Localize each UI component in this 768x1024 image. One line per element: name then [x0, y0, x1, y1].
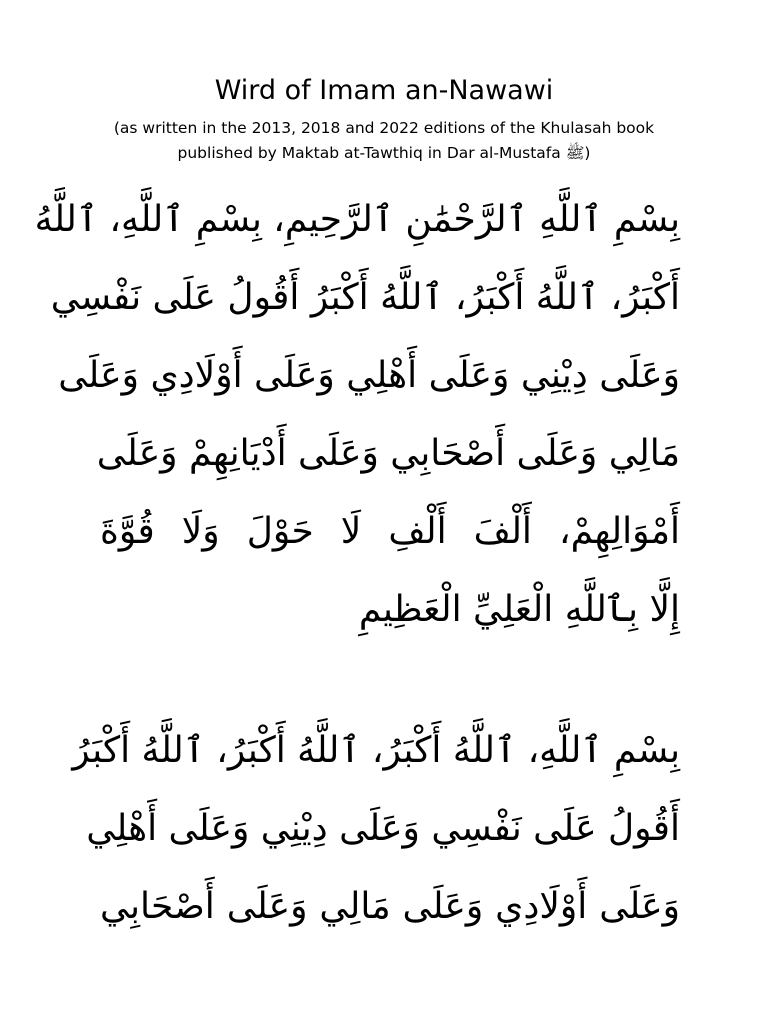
arabic-line: وَعَلَى دِيْنِي وَعَلَى أَهْلِي وَعَلَى أَوْلَادِي وَعَلَى [58, 355, 680, 396]
arabic-line: بِسْمِ ٱللَّهِ ٱلرَّحْمَٰنِ ٱلرَّحِيمِ، بِسْمِ ٱللَّهِ، ٱللَّهُ [34, 199, 680, 240]
page-subtitle [0, 116, 768, 166]
arabic-line: إِلَّا بِٱللَّهِ الْعَلِيِّ الْعَظِيمِ [358, 589, 680, 630]
arabic-line: أَمْوَالِهِمْ، أَلْفَ أَلْفِ لَا حَوْلَ وَلَا قُوَّةَ [100, 511, 680, 552]
arabic-line: بِسْمِ ٱللَّهِ، ٱللَّهُ أَكْبَرُ، ٱللَّهُ أَكْبَرُ، ٱللَّهُ أَكْبَرُ [72, 730, 680, 771]
wird-section-1 [34, 181, 680, 649]
arabic-line: أَقُولُ عَلَى نَفْسِي وَعَلَى دِيْنِي وَعَلَى أَهْلِي [86, 808, 680, 849]
arabic-line: أَكْبَرُ، ٱللَّهُ أَكْبَرُ، ٱللَّهُ أَكْبَرُ أَقُولُ عَلَى نَفْسِي [50, 277, 680, 318]
arabic-line: وَعَلَى أَوْلَادِي وَعَلَى مَالِي وَعَلَى أَصْحَابِي [100, 886, 680, 927]
wird-section-2 [72, 712, 680, 946]
subtitle-line-1: (as written in the 2013, 2018 and 2022 editions of the Khulasah book [113, 119, 655, 137]
page-title: Wird of Imam an-Nawawi [214, 75, 554, 106]
arabic-line: مَالِي وَعَلَى أَصْحَابِي وَعَلَى أَدْيَانِهِمْ وَعَلَى [96, 433, 680, 474]
subtitle-line-2: published by Maktab at-Tawthiq in Dar al-Mustafa ﷺ) [177, 144, 591, 162]
